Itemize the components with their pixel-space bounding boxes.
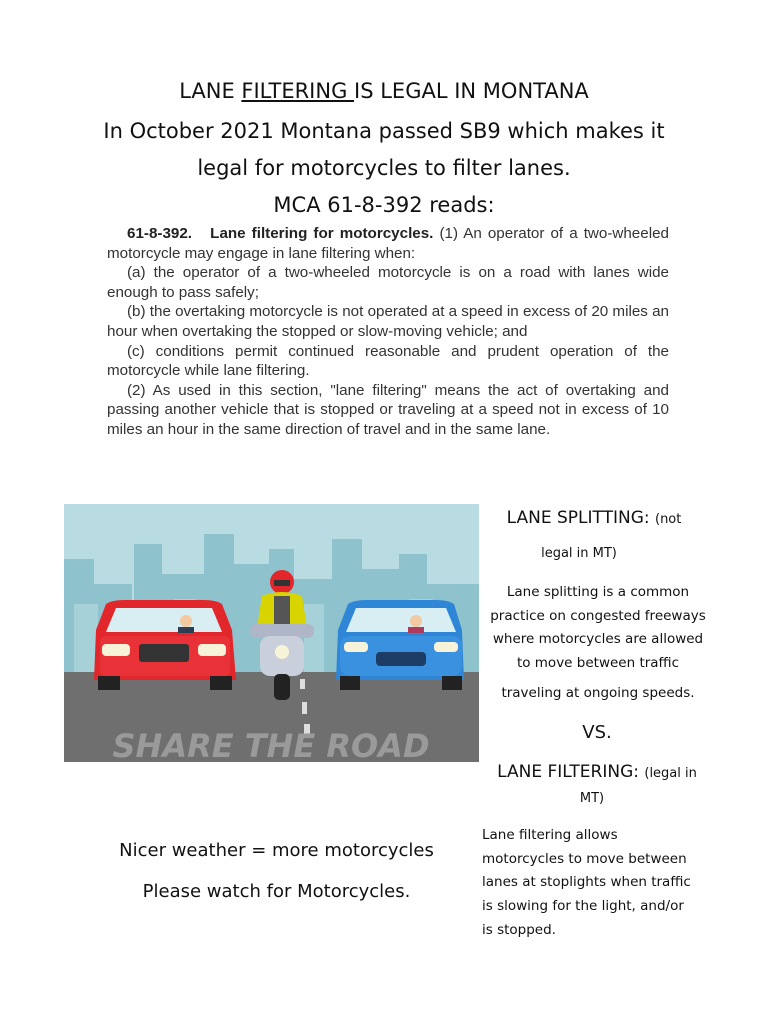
statute-clause-a: (a) the operator of a two-wheeled motorcycle is on a road with lanes wide enough to pass safely; xyxy=(107,264,669,301)
lane-splitting-description: Lane splitting is a common practice on congested freeways where motorcycles are allowed to move between traffic xyxy=(490,584,706,671)
red-car-icon xyxy=(94,600,236,690)
lane-splitting-note: legal in MT) xyxy=(541,546,617,561)
subtitle-line-2: legal for motorcycles to filter lanes. xyxy=(197,156,571,180)
statute-clause-c: (c) conditions permit continued reasonable and prudent operation of the motorcycle while lane filtering. xyxy=(107,342,669,380)
share-the-road-text: SHARE THE ROAD xyxy=(112,727,430,762)
statute-reference: MCA 61-8-392 reads: xyxy=(273,193,495,217)
lane-filtering-description: Lane filtering allows motorcycles to move between lanes at stoplights when traffic is slowing for the light, and/or is stopped. xyxy=(482,827,691,938)
blue-car-icon xyxy=(336,600,464,690)
statute-clause-b: (b) the overtaking motorcycle is not operated at a speed in excess of 20 miles an hour when overtaking the stopped or slow-moving vehicle; and xyxy=(107,303,669,340)
weather-note: Nicer weather = more motorcycles xyxy=(119,840,434,861)
lane-filtering-note: MT) xyxy=(579,791,605,806)
lane-splitting-description-end: traveling at ongoing speeds. xyxy=(501,685,695,701)
statute-text xyxy=(107,224,669,440)
lane-splitting-title: LANE SPLITTING: (not xyxy=(506,508,682,528)
lane-filtering-title: LANE FILTERING: (legal in xyxy=(497,762,697,782)
watch-for-motorcycles: Please watch for Motorcycles. xyxy=(142,881,411,902)
subtitle-line-1: In October 2021 Montana passed SB9 which makes it xyxy=(103,119,665,143)
page-title: LANE FILTERING IS LEGAL IN MONTANA xyxy=(179,79,589,103)
statute-clause-2: (2) As used in this section, "lane filtering" means the act of overtaking and passing another vehicle that is stopped or traveling at a speed not in excess of 10 miles an hour in the same direction of travel and in the same lane. xyxy=(107,381,669,438)
underlined-word: FILTERING xyxy=(241,79,355,103)
share-the-road-illustration xyxy=(64,504,479,762)
statute-intro: 61-8-392. Lane filtering for motorcycles. (1) An operator of a two-wheeled motorcycle may engage in lane filtering when: xyxy=(107,225,669,262)
versus-label: VS. xyxy=(582,722,612,743)
